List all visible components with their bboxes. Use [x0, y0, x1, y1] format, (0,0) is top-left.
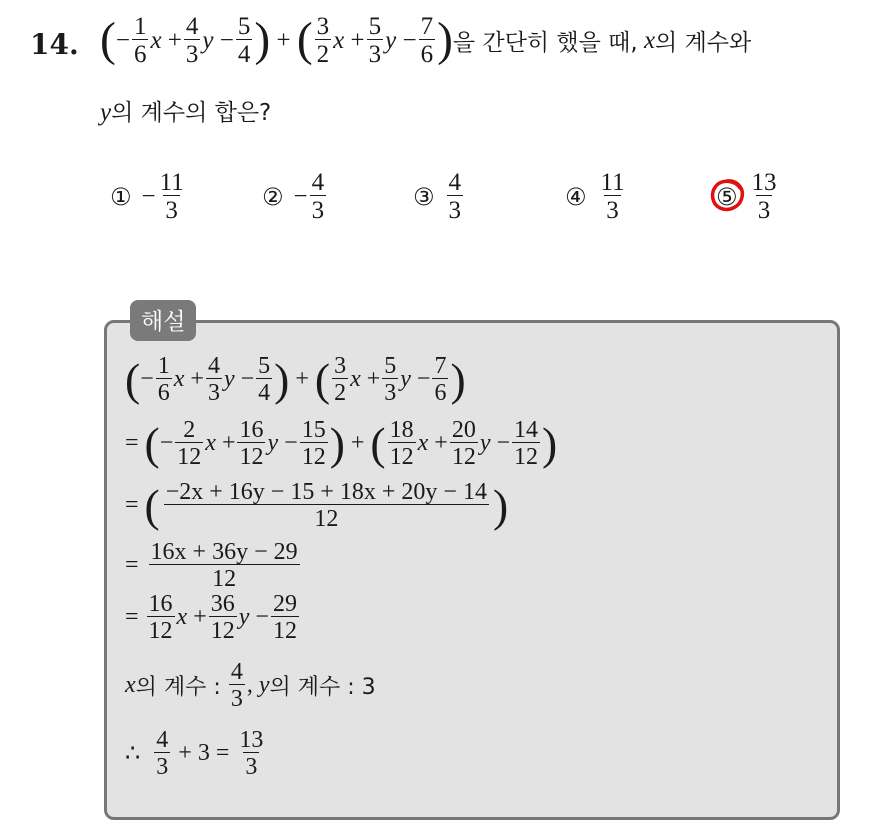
fraction: $\frac{5}{4}$ — [237, 13, 251, 68]
fraction: $\frac{7}{6}$ — [420, 13, 434, 68]
question-number: 14. — [30, 28, 79, 61]
solution-line-6: x 의 계수 : $\frac{4}{3}$ , y 의 계수 : 3 — [125, 659, 376, 712]
solution-line-2: = ( − $\frac{2}{12}$ x + $\frac{16}{12}$ y − $\frac{15}{12}$ ) + ( $\frac{18}{12}$ x + $\frac{20}{12}$ y − $\frac{14}{12}$ ) — [125, 417, 558, 470]
choice-2[interactable]: ② − $\frac{4}{3}$ — [262, 169, 325, 224]
fraction: $\frac{3}{2}$ — [316, 13, 330, 68]
choice-1[interactable]: ① − $\frac{11}{3}$ — [110, 169, 184, 224]
choice-3[interactable]: ③ $\frac{4}{3}$ — [413, 169, 462, 224]
solution-line-5: = $\frac{16}{12}$ x + $\frac{36}{12}$ y − $\frac{29}{12}$ — [125, 591, 297, 644]
fraction: $\frac{4}{3}$ — [185, 13, 199, 68]
red-circle-mark-icon — [707, 175, 747, 215]
answer-mark: ⑤ — [716, 183, 738, 211]
solution-line-3: = ( $\frac{-2x + 16y - 15 + 18x + 20y - 14}{12}$ ) — [125, 479, 509, 532]
question-line-2: y의 계수의 합은? — [100, 99, 272, 126]
question-text: 을 간단히 했을 때, — [452, 30, 638, 56]
fraction: $\frac{5}{3}$ — [368, 13, 382, 68]
question-line-1: ( − $\frac{1}{6}$ x + $\frac{4}{3}$ y − $\frac{5}{4}$ ) + ( $\frac{3}{2}$ x + $\frac{5}{3}$ y − $\frac{7}{6}$ ) 을 간단히 했을 때, x 의 계수와 — [100, 13, 752, 68]
solution-tag: 해설 — [130, 300, 196, 341]
solution-line-7: ∴ $\frac{4}{3}$ + 3 = $\frac{13}{3}$ — [125, 727, 264, 780]
solution-line-4: = $\frac{16x + 36y - 29}{12}$ — [125, 539, 298, 592]
choice-4[interactable]: ④ $\frac{11}{3}$ — [565, 169, 625, 224]
solution-line-1: ( − $\frac{1}{6}$ x + $\frac{4}{3}$ y − $\frac{5}{4}$ ) + ( $\frac{3}{2}$ x + $\frac{5}{3}$ y − $\frac{7}{6}$ ) — [125, 353, 466, 406]
choice-5[interactable]: ⑤ $\frac{13}{3}$ — [716, 170, 781, 223]
fraction: $\frac{1}{6}$ — [133, 13, 147, 68]
